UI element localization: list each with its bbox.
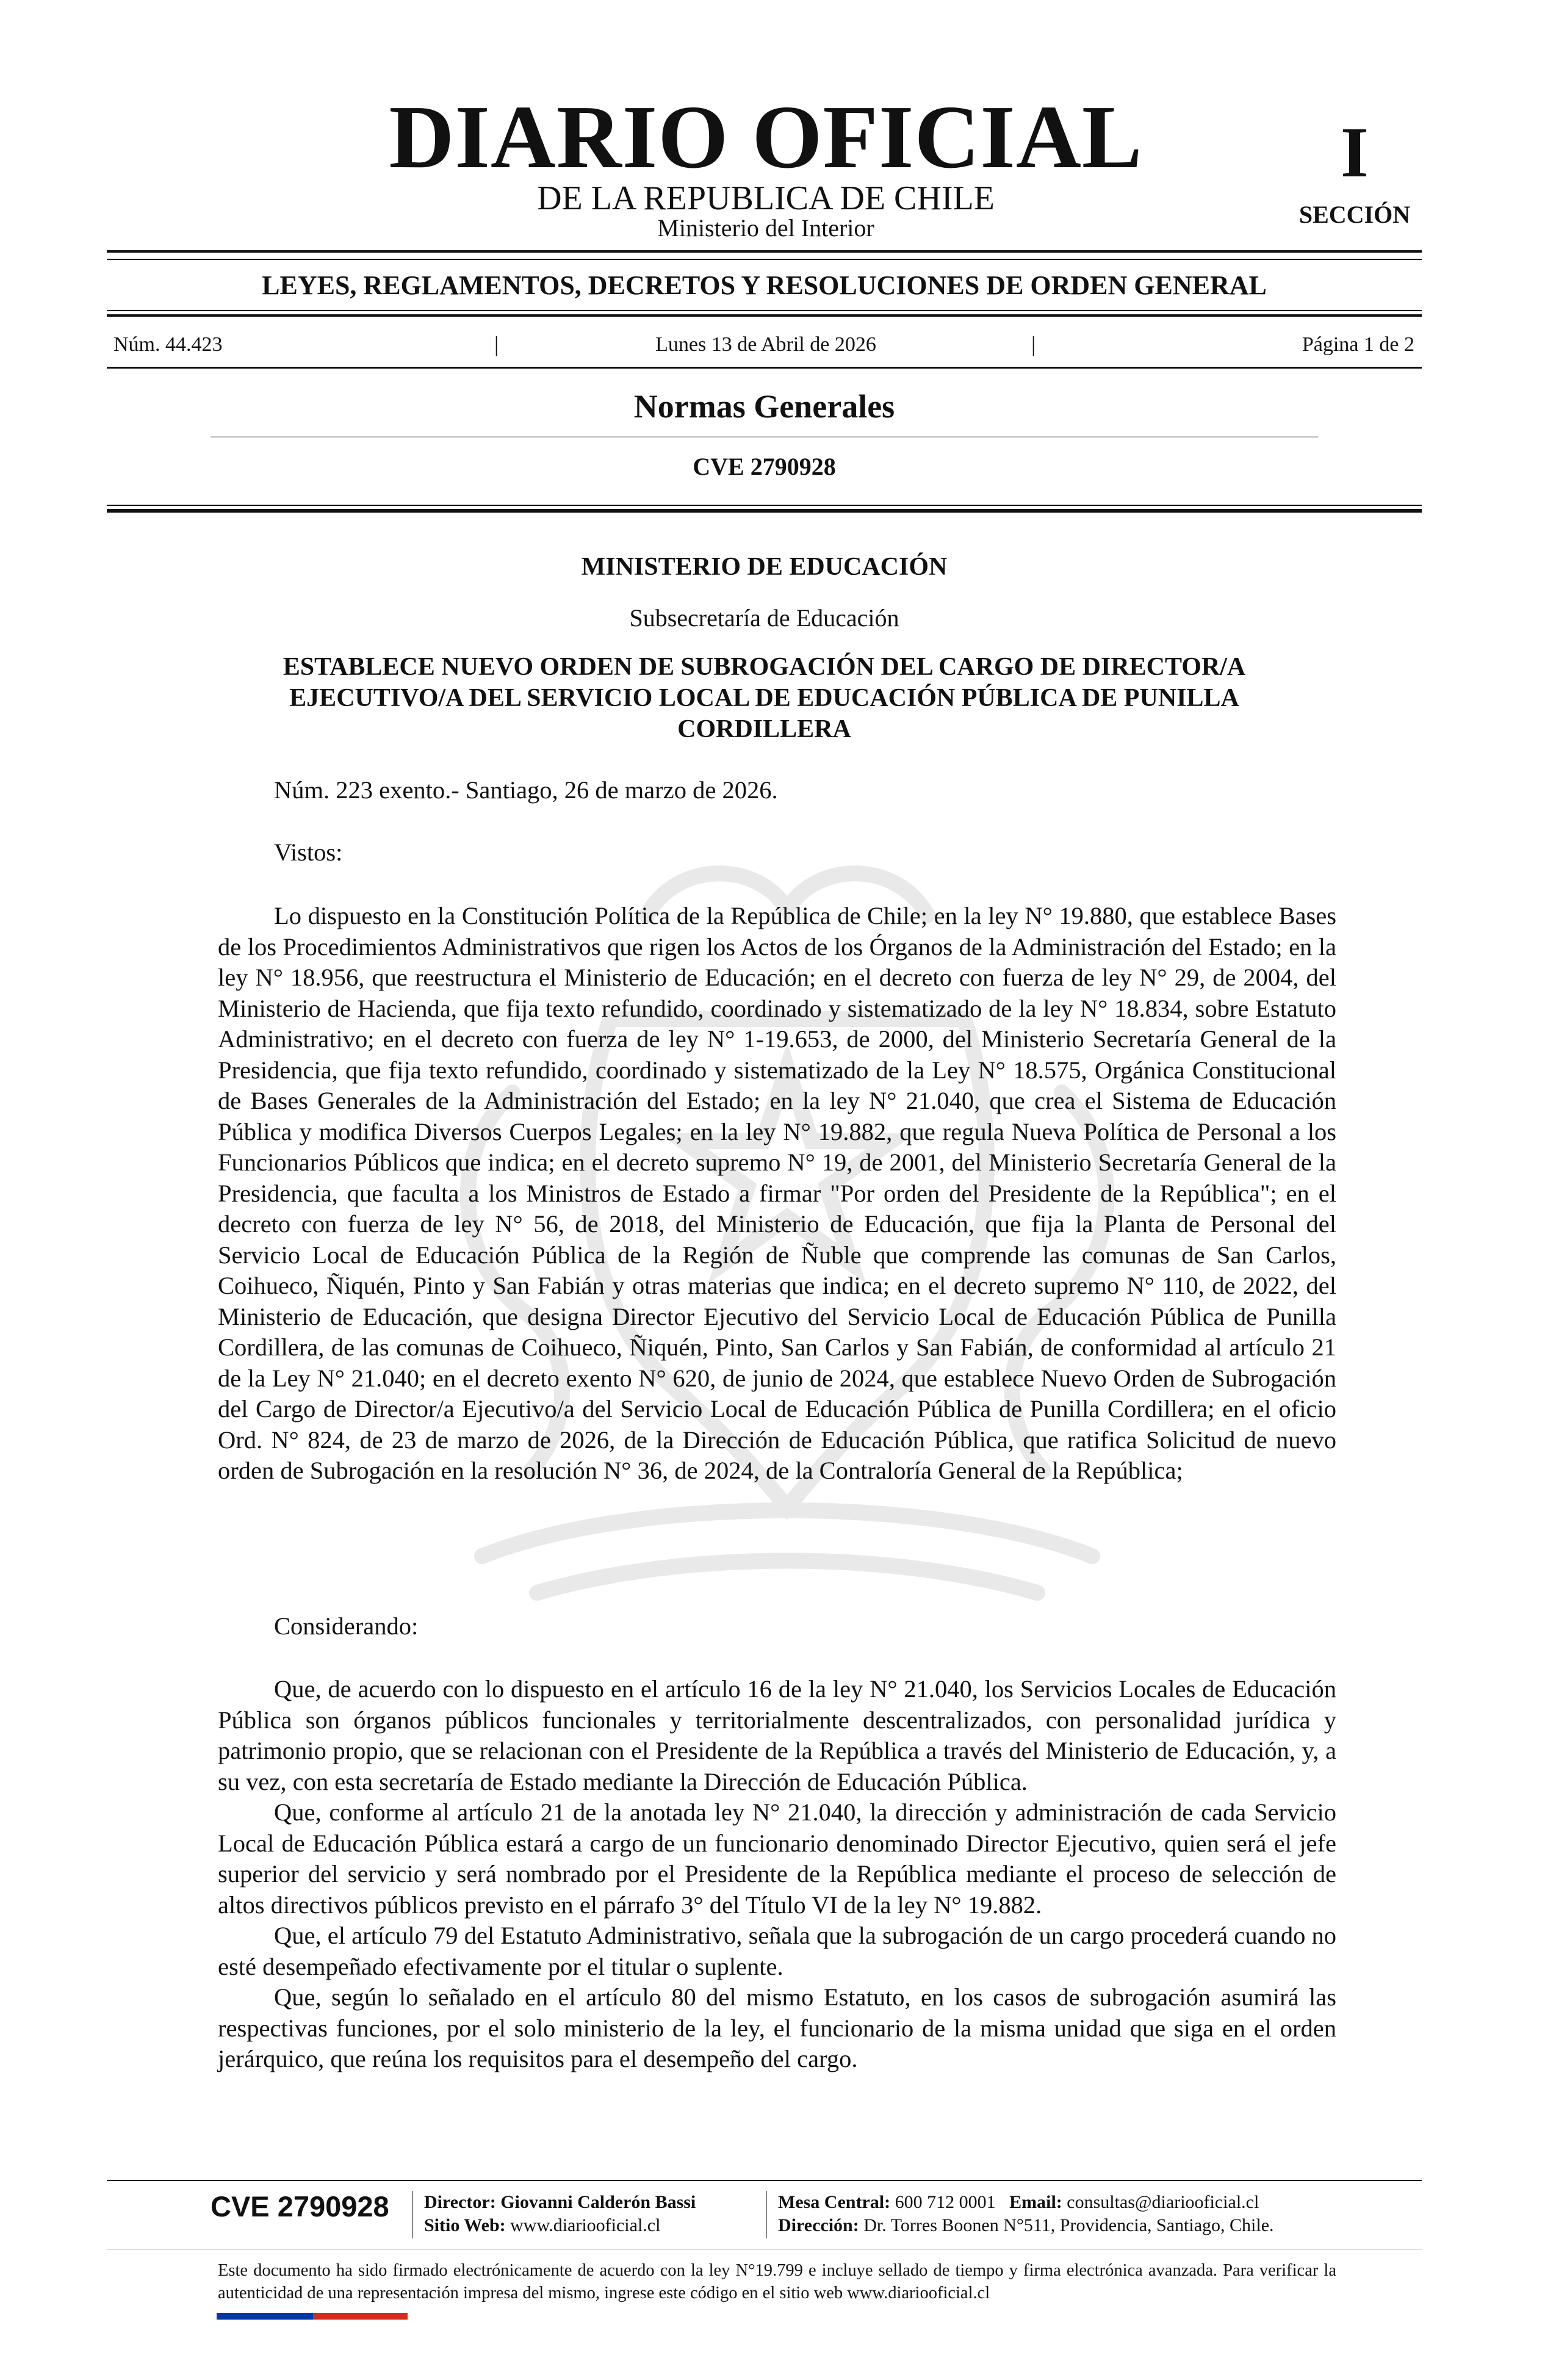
cve-code: CVE 2790928 <box>693 453 836 480</box>
site-label: Sitio Web: <box>424 2215 506 2235</box>
site-link[interactable]: www.diariooficial.cl <box>510 2215 661 2235</box>
category-strip: LEYES, REGLAMENTOS, DECRETOS Y RESOLUCIONES DE ORDEN GENERAL <box>262 270 1267 300</box>
footer-divider <box>412 2191 413 2238</box>
masthead-subtitle: DE LA REPUBLICA DE CHILE <box>537 179 995 217</box>
section-label: SECCIÓN <box>1298 201 1411 228</box>
section-heading: Normas Generales <box>633 388 895 425</box>
document-ministry: MINISTERIO DE EDUCACIÓN <box>581 553 948 581</box>
vistos-label: Vistos: <box>274 838 343 866</box>
issue-separator: | <box>1031 332 1036 356</box>
address-label: Dirección: <box>778 2215 859 2235</box>
section-number: I <box>1341 112 1369 192</box>
considerando-paragraph: Que, de acuerdo con lo dispuesto en el artículo 16 de la ley N° 21.040, los Servicios Locales de Educación Pública son órganos públicos funcionales y territorialmente descentralizados, con personalidad jurídica y patrimonio propio, que se relacionan con el Presidente de la República a través del Ministerio de Educación, y, a su vez, con esta secretaría de Estado mediante la Dirección de Educación Pública. <box>218 1675 1336 1795</box>
footer-cve-code: CVE 2790928 <box>211 2190 389 2223</box>
category-rule-thick <box>107 314 1422 317</box>
category-rule-thin <box>107 310 1422 311</box>
director-label: Director: <box>424 2192 496 2212</box>
address-value: Dr. Torres Boonen N°511, Providencia, Santiago, Chile. <box>863 2215 1274 2235</box>
issue-separator: | <box>494 332 499 356</box>
page-indicator: Página 1 de 2 <box>1302 333 1414 356</box>
phone-label: Mesa Central: <box>778 2192 891 2212</box>
footer-rule <box>107 2180 1422 2181</box>
issue-date: Lunes 13 de Abril de 2026 <box>655 333 876 356</box>
footer-legal-notice: Este documento ha sido firmado electrónicamente de acuerdo con la ley N°19.799 e incluye sellado de tiempo y firma electrónica avanzada. Para verificar la autenticidad de una representación impresa del mismo, ingrese este código en el sitio web www.diariooficial.cl <box>218 2261 1336 2302</box>
document-subsecretary: Subsecretaría de Educación <box>629 604 899 632</box>
considerando-paragraph: Que, el artículo 79 del Estatuto Administrativo, señala que la subrogación de un cargo procederá cuando no esté desempeñado efectivamente por el titular o suplente. <box>218 1922 1336 1980</box>
masthead-ministry: Ministerio del Interior <box>657 214 874 242</box>
considerando-paragraph: Que, conforme al artículo 21 de la anotada ley N° 21.040, la dirección y administración de cada Servicio Local de Educación Pública estará a cargo de un funcionario denominado Director Ejecutivo, quien será el jefe superior del servicio y será nombrado por el Presidente de la República mediante el proceso de selección de altos directivos públicos previsto en el párrafo 3° del Título VI de la ley N° 19.882. <box>218 1798 1336 1919</box>
considerando-label: Considerando: <box>274 1612 419 1640</box>
footer-director-block <box>424 2191 696 2237</box>
considerando-paragraph: Que, según lo señalado en el artículo 80 del mismo Estatuto, en los casos de subrogación asumirá las respectivas funciones, por el solo ministerio de la ley, el funcionario de la misma unidad que siga en el orden jerárquico, que reúna los requisitos para el desempeño del cargo. <box>218 1983 1336 2072</box>
issue-rule <box>107 367 1422 369</box>
decree-number-line: Núm. 223 exento.- Santiago, 26 de marzo de 2026. <box>274 776 778 804</box>
masthead-rule-top <box>107 250 1422 253</box>
phone-value: 600 712 0001 <box>895 2192 996 2212</box>
email-link[interactable]: consultas@diariooficial.cl <box>1067 2192 1259 2212</box>
footer-contact-block <box>778 2191 1274 2237</box>
masthead-title: DIARIO OFICIAL <box>389 87 1143 187</box>
document-title: ESTABLECE NUEVO ORDEN DE SUBROGACIÓN DEL CARGO DE DIRECTOR/A EJECUTIVO/A DEL SERVICIO LOCAL DE EDUCACIÓN PÚBLICA DE PUNILLA CORDILLERA <box>283 653 1246 743</box>
email-label: Email: <box>1009 2192 1062 2212</box>
header-rule-thin <box>107 505 1422 506</box>
vistos-text-block <box>218 901 1336 1487</box>
flag-stripe-red <box>313 2313 408 2320</box>
director-name: Giovanni Calderón Bassi <box>500 2192 696 2212</box>
considerando-text-block <box>218 1674 1336 2075</box>
vistos-paragraph: Lo dispuesto en la Constitución Política de la República de Chile; en la ley N° 19.880, que establece Bases de los Procedimientos Administrativos que rigen los Actos de los Órganos de la Administración del Estado; en la ley N° 18.956, que reestructura el Ministerio de Educación; en el decreto con fuerza de ley N° 29, de 2004, del Ministerio de Hacienda, que fija texto refundido, coordinado y sistematizado de la ley N° 18.834, sobre Estatuto Administrativo; en el decreto con fuerza de ley N° 1-19.653, de 2000, del Ministerio Secretaría General de la Presidencia, que fija texto refundido, coordinado y sistematizado de la Ley N° 18.575, Orgánica Constitucional de Bases Generales de la Administración del Estado; en la ley N° 21.040, que crea el Sistema de Educación Pública y modifica Diversos Cuerpos Legales; en la ley N° 19.882, que regula Nueva Política de Personal a los Funcionarios Públicos que indica; en el decreto supremo N° 19, de 2001, del Ministerio Secretaría General de la Presidencia, que faculta a los Ministros de Estado a firmar "Por orden del Presidente de la República"; en el decreto con fuerza de ley N° 56, de 2018, del Ministerio de Educación, que fija la Planta de Personal del Servicio Local de Educación Pública de la Región de Ñuble que comprende las comunas de San Carlos, Coihueco, Ñiquén, Pinto y San Fabián y otras materias que indica; en el decreto supremo N° 110, de 2022, del Ministerio de Educación, que designa Director Ejecutivo del Servicio Local de Educación Pública de Punilla Cordillera, de las comunas de Coihueco, Ñiquén, Pinto, San Carlos y San Fabián, de conformidad al artículo 21 de la Ley N° 21.040; en el decreto exento N° 620, de junio de 2024, que establece Nuevo Orden de Subrogación del Cargo de Director/a Ejecutivo/a del Servicio Local de Educación Pública de Punilla Cordillera; en el oficio Ord. N° 824, de 23 de marzo de 2026, de la Dirección de Educación Pública, que ratifica Solicitud de nuevo orden de Subrogación en la resolución N° 36, de 2024, de la Contraloría General de la República; <box>218 902 1336 1484</box>
flag-stripe-blue <box>217 2313 313 2320</box>
section-heading-rule <box>211 436 1318 438</box>
footer-divider <box>766 2191 767 2238</box>
header-rule-thick <box>107 509 1422 513</box>
issue-number: Núm. 44.423 <box>113 333 223 356</box>
masthead-rule-thin <box>107 259 1422 260</box>
